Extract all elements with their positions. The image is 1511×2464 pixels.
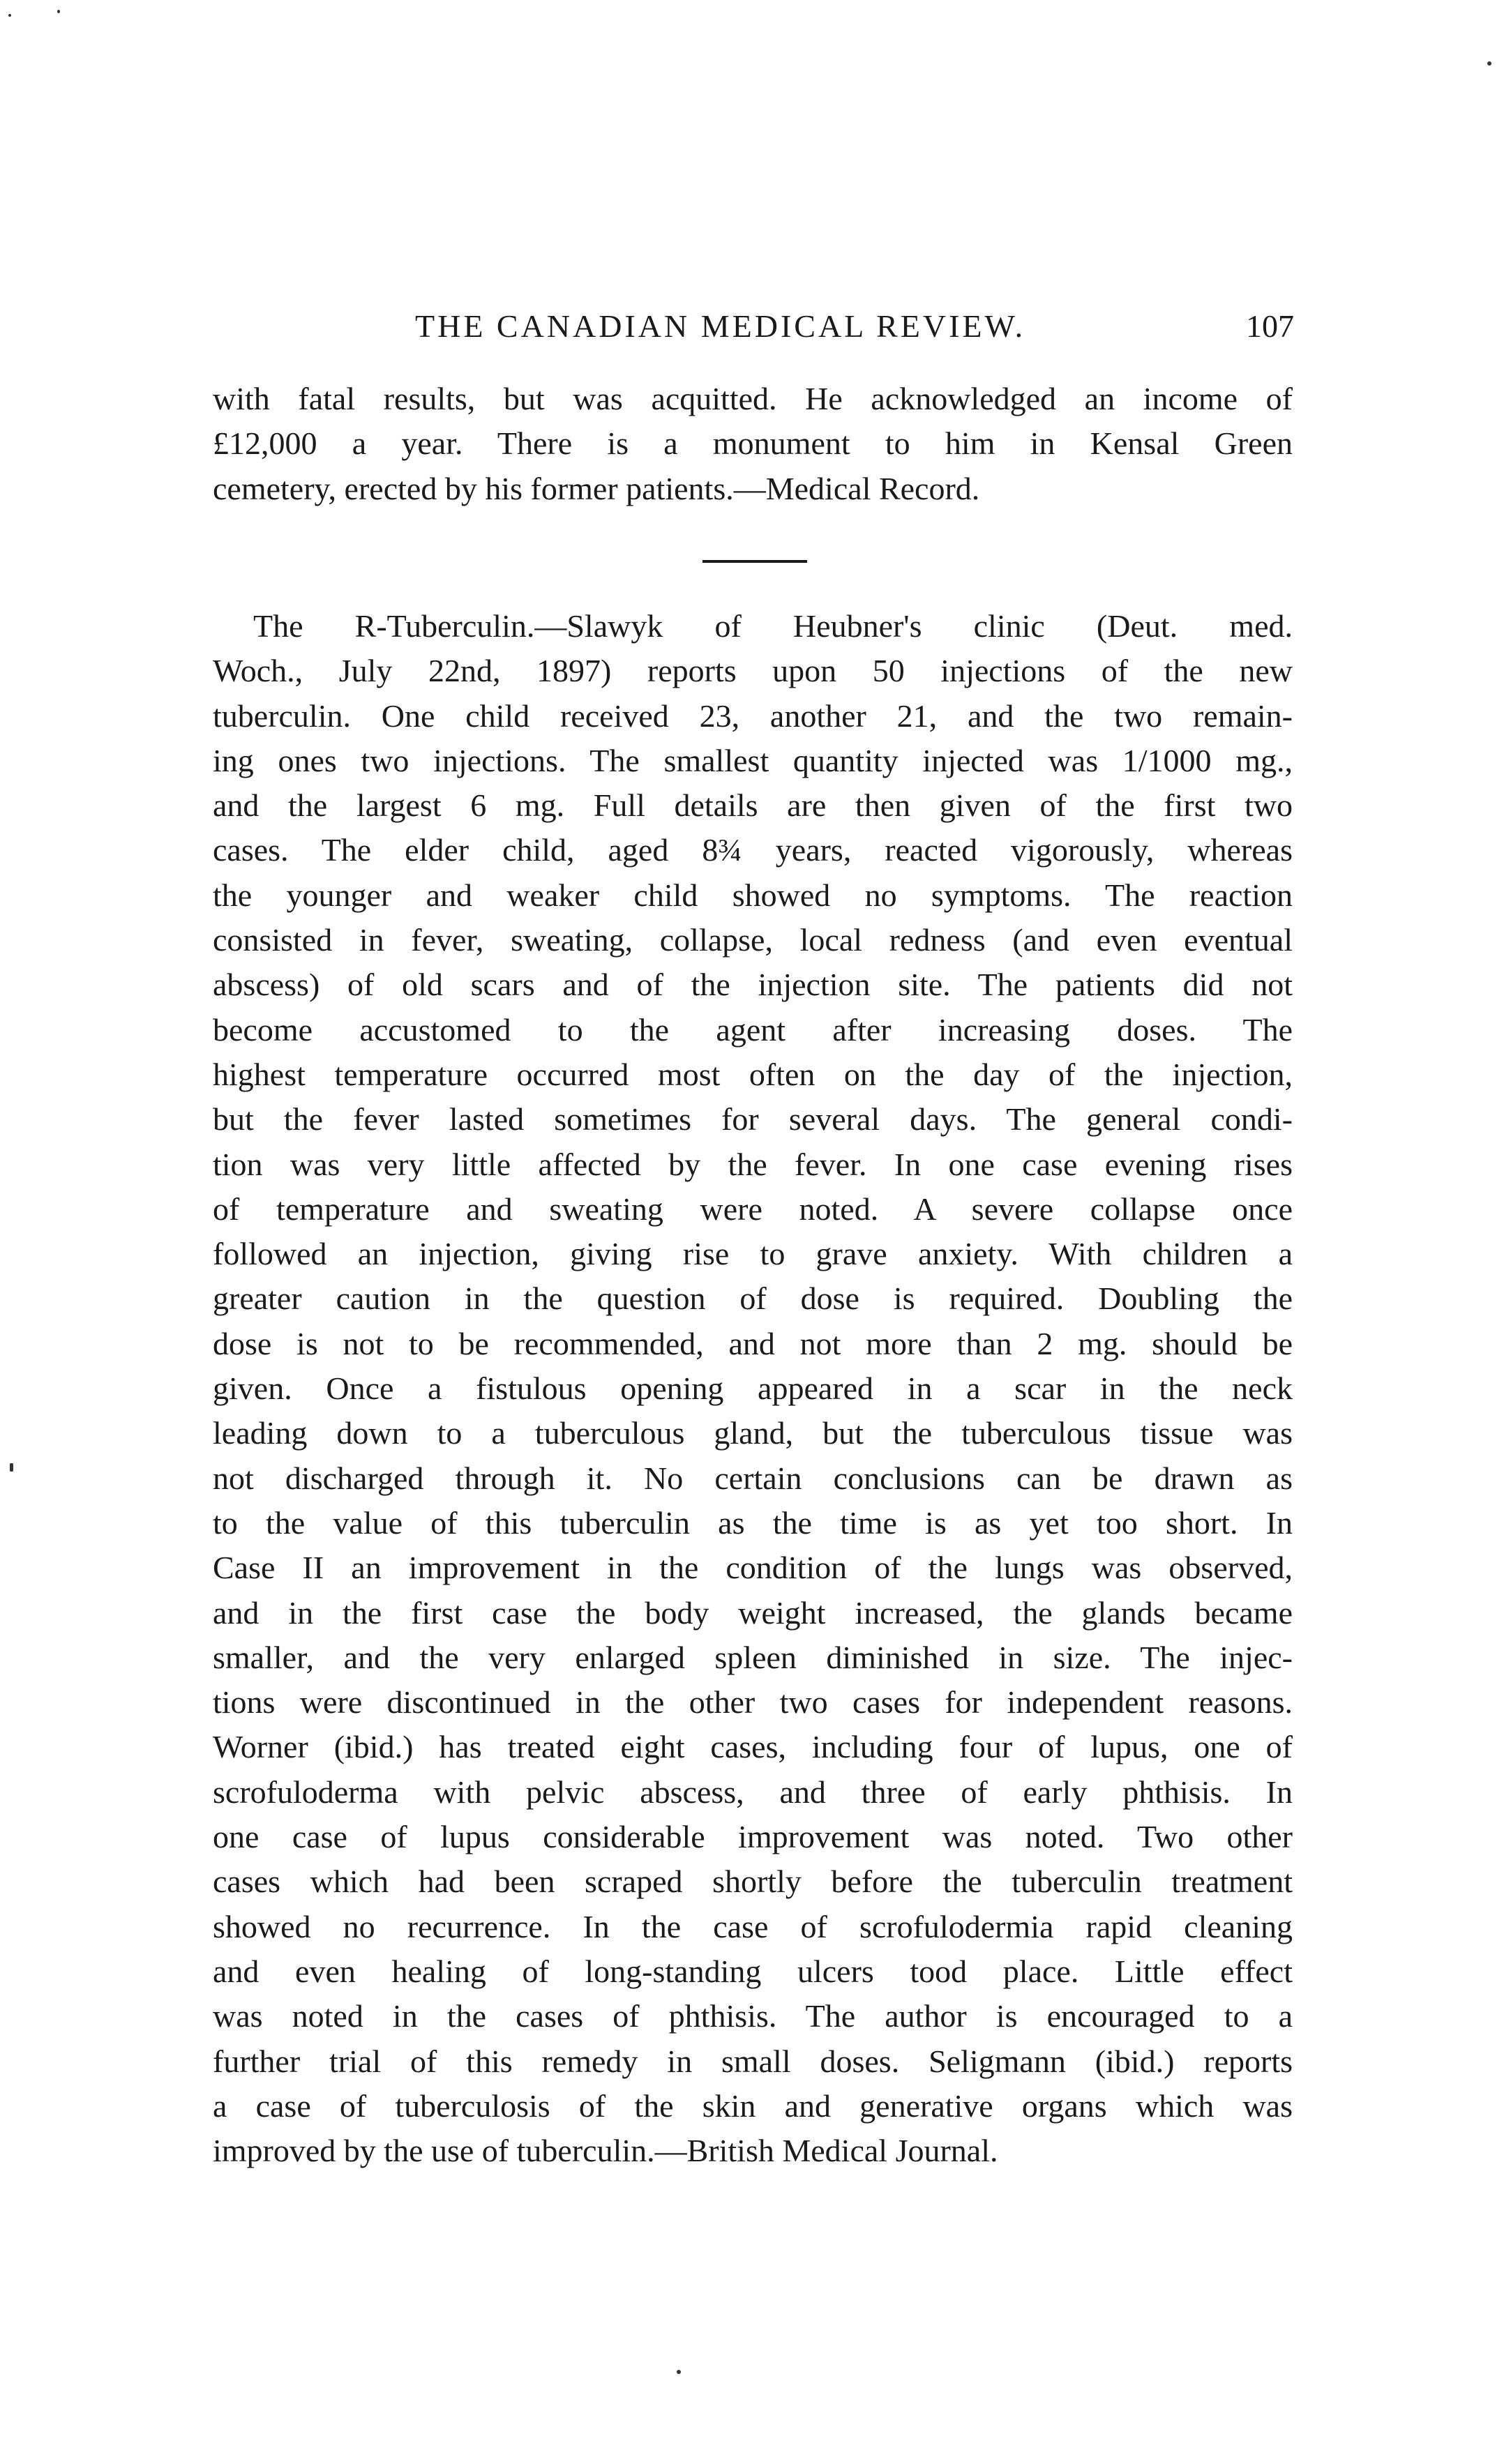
- text-line: cases which had been scraped shortly before the tuberculin treatment: [213, 1864, 1293, 1900]
- text-line: Worner (ibid.) has treated eight cases, including four of lupus, one of: [213, 1729, 1293, 1765]
- text-line: improved by the use of tuberculin.—British Medical Journal.: [213, 2133, 998, 2169]
- text-line: greater caution in the question of dose is required. Doubling the: [213, 1280, 1293, 1317]
- article-paragraph: [213, 604, 1293, 2173]
- text-line: a case of tuberculosis of the skin and generative organs which was: [213, 2087, 1293, 2124]
- text-line: and in the first case the body weight increased, the glands became: [213, 1594, 1293, 1631]
- print-speck: [677, 2370, 681, 2374]
- page-number: 107: [1246, 308, 1294, 344]
- text-line: tion was very little affected by the fever. In one case evening rises: [213, 1146, 1293, 1182]
- print-speck: [1487, 61, 1491, 66]
- section-divider: [702, 560, 807, 563]
- text-line: tions were discontinued in the other two cases for independent reasons.: [213, 1684, 1293, 1721]
- continuation-paragraph: [213, 377, 1293, 511]
- text-line: become accustomed to the agent after increasing doses. The: [213, 1011, 1293, 1048]
- text-line: but the fever lasted sometimes for several days. The general condi-: [213, 1101, 1293, 1137]
- text-line: was noted in the cases of phthisis. The author is encouraged to a: [213, 1998, 1293, 2034]
- text-line: Woch., July 22nd, 1897) reports upon 50 injections of the new: [213, 653, 1293, 689]
- text-line: followed an injection, giving rise to grave anxiety. With children a: [213, 1236, 1293, 1272]
- text-line: of temperature and sweating were noted. A severe collapse once: [213, 1191, 1293, 1227]
- text-line: one case of lupus considerable improvement was noted. Two other: [213, 1819, 1293, 1855]
- text-line: cases. The elder child, aged 8¾ years, reacted vigorously, whereas: [213, 832, 1293, 868]
- text-line: Case II an improvement in the condition of the lungs was observed,: [213, 1550, 1293, 1586]
- text-line: further trial of this remedy in small doses. Seligmann (ibid.) reports: [213, 2043, 1293, 2079]
- text-line: dose is not to be recommended, and not more than 2 mg. should be: [213, 1325, 1293, 1361]
- text-line: highest temperature occurred most often on the day of the injection,: [213, 1056, 1293, 1092]
- text-line: scrofuloderma with pelvic abscess, and three of early phthisis. In: [213, 1774, 1293, 1810]
- print-speck: [8, 14, 11, 17]
- text-line: the younger and weaker child showed no symptoms. The reaction: [213, 877, 1293, 913]
- text-line: ing ones two injections. The smallest quantity injected was 1/1000 mg.,: [213, 742, 1293, 778]
- text-line: abscess) of old scars and of the injection site. The patients did not: [213, 967, 1293, 1003]
- running-head: [213, 305, 1294, 354]
- text-line: The R-Tuberculin.—Slawyk of Heubner's clinic (Deut. med.: [253, 608, 1293, 644]
- text-line: tuberculin. One child received 23, another 21, and the two remain-: [213, 697, 1293, 734]
- text-line: not discharged through it. No certain conclusions can be drawn as: [213, 1460, 1293, 1496]
- text-line: showed no recurrence. In the case of scrofulodermia rapid cleaning: [213, 1908, 1293, 1944]
- text-line: given. Once a fistulous opening appeared in a scar in the neck: [213, 1370, 1293, 1407]
- text-line: smaller, and the very enlarged spleen diminished in size. The injec-: [213, 1639, 1293, 1675]
- text-line: and even healing of long-standing ulcers tood place. Little effect: [213, 1953, 1293, 1989]
- text-line: £12,000 a year. There is a monument to him in Kensal Green: [213, 425, 1293, 462]
- running-title: THE CANADIAN MEDICAL REVIEW.: [415, 308, 1026, 344]
- text-line: consisted in fever, sweating, collapse, local redness (and even eventual: [213, 922, 1293, 958]
- text-line: and the largest 6 mg. Full details are then given of the first two: [213, 787, 1293, 824]
- text-line: with fatal results, but was acquitted. He acknowledged an income of: [213, 381, 1293, 416]
- text-line: to the value of this tuberculin as the time is as yet too short. In: [213, 1504, 1293, 1541]
- print-speck: [57, 10, 60, 13]
- print-speck: [10, 1463, 13, 1472]
- text-line: leading down to a tuberculous gland, but the tuberculous tissue was: [213, 1415, 1293, 1451]
- text-line: cemetery, erected by his former patients.—Medical Record.: [213, 470, 980, 506]
